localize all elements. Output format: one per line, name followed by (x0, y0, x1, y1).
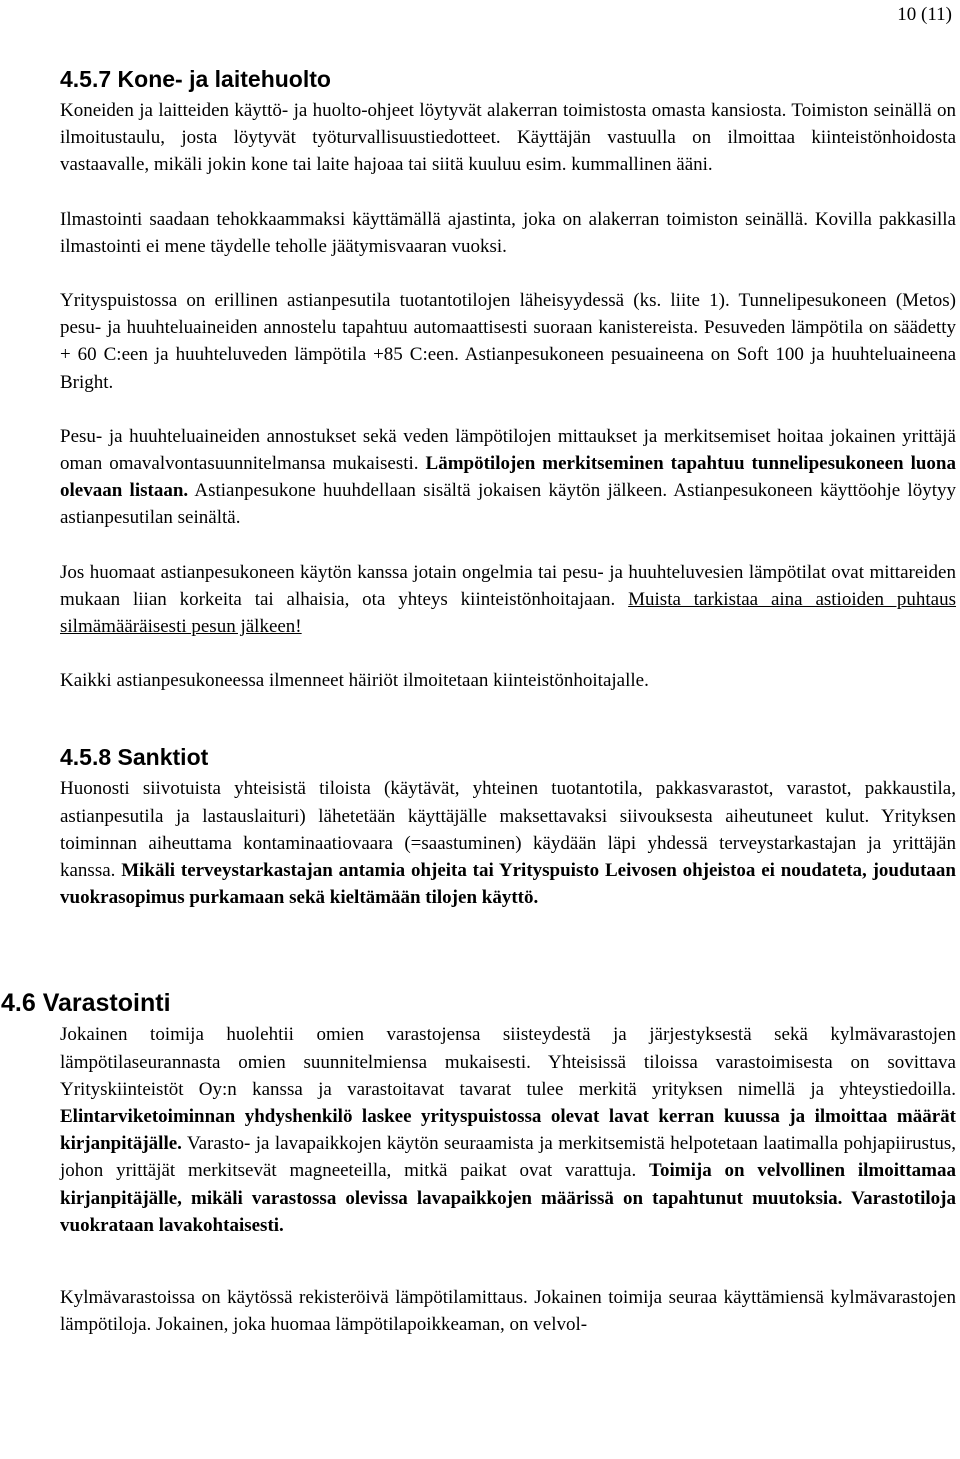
paragraph (60, 775, 956, 911)
text-run: Jos huomaat astianpesukoneen käytön kanssa jotain ongelmia tai pesu- ja huuhteluvesien lämpötilat ovat mittareiden mukaan liian korkeita tai alhaisia, ota yhteys kiinteistönhoitajaan. (60, 561, 956, 610)
bold-text: Mikäli terveystarkastajan antamia ohjeita tai Yrityspuisto Leivosen ohjeistoa ei noudateta, joudutaan vuokrasopimus purkamaan sekä kieltämään tilojen käyttö. (60, 860, 957, 909)
page-number: 10 (11) (897, 4, 952, 25)
underlined-text: Muista tarkistaa aina astioiden puhtaus silmämääräisesti pesun jälkeen! (60, 588, 956, 638)
bold-text: Toimija on velvollinen ilmoittamaa kirjanpitäjälle, mikäli varastossa olevissa lavapaikkojen määrissä on tapahtunut muutoksia. Varastotiloja vuokrataan lavakohtaisesti. (60, 1160, 956, 1236)
text-run: Pesu- ja huuhteluaineiden annostukset sekä veden lämpötilojen mittaukset ja merkitsemiset hoitaa jokainen yrittäjä oman omavalvontasuunnitelmansa mukaisesti. (60, 425, 956, 475)
document-body (1, 64, 957, 1339)
bold-text: Lämpötilojen merkitseminen tapahtuu tunnelipesukoneen luona olevaan listaan. (60, 453, 956, 502)
paragraph: Ilmastointi saadaan tehokkaammaksi käyttämällä ajastinta, joka on alakerran toimiston seinällä. Kovilla pakkasilla ilmastointi ei mene täydelle teholle jäätymisvaaran vuoksi. (60, 208, 956, 257)
section-heading: 4.5.8 Sanktiot (60, 744, 209, 771)
section-sanktiot (60, 742, 956, 911)
paragraph: Kaikki astianpesukoneessa ilmenneet häiriöt ilmoitetaan kiinteistönhoitajalle. (60, 670, 649, 692)
paragraph: Koneiden ja laitteiden käyttö- ja huolto-ohjeet löytyvät alakerran toimistosta omasta kansiosta. Toimiston seinällä on ilmoitustaulu, josta löytyvät työturvallisuustiedotteet. Käyttäjän vastuulla on ilmoittaa kiinteistönhoidosta vastaavalle, mikäli jokin kone tai laite hajoaa tai siitä kuuluu esim. kummallinen ääni. (60, 100, 956, 176)
text-run: Jokainen toimija huolehtii omien varastojensa siisteydestä ja järjestyksestä sekä kylmävarastojen lämpötilaseurannasta omien suunnitelmiensa mukaisesti. Yhteisissä tiloissa varastoimisesta on sovittava Yrityskiinteistöt Oy:n kanssa ja varastoitavat tavarat tulee merkitä yrityksen nimellä ja yhteystiedoilla. (60, 1024, 956, 1100)
paragraph: Yrityspuistossa on erillinen astianpesutila tuotantotilojen läheisyydessä (ks. liite 1). Tunnelipesukoneen (Metos) pesu- ja huuhteluaineiden annostelu tapahtuu automaattisesti suoraan kanistereista. Pesuveden lämpötila on säädetty + 60 C:een ja huuhteluveden lämpötila +85 C:een. Astianpesukoneen pesuaineena on Soft 100 ja huuhteluaineena Bright. (60, 290, 956, 393)
text-run: Huonosti siivotuista yhteisistä tiloista (käytävät, yhteinen tuotantotila, pakkasvarastot, varastot, pakkaustila, astianpesutila ja lastauslaituri) lähetetään käyttäjälle maksettavaksi siivouksesta aiheutuneet kulut. Yrityksen toiminnan aiheuttama kontaminaatiovaara (=saastuminen) käydään läpi yhdessä terveystarkastajan ja yrittäjän kanssa. (60, 778, 956, 882)
bold-text: Elintarviketoiminnan yhdyshenkilö laskee yrityspuistossa olevat lavat kerran kuussa ja ilmoittaa määrät kirjanpitäjälle. (60, 1106, 956, 1155)
text-run: Varasto- ja lavapaikkojen käytön seuraamista ja merkitsemistä helpotetaan laatimalla pohjapiirustus, johon yrittäjät merkitsevät magneeteilla, mitkä paikat ovat varattuja. (60, 1133, 956, 1182)
paragraph (60, 559, 956, 641)
text-run: Astianpesukone huuhdellaan sisältä jokaisen käytön jälkeen. Astianpesukoneen käyttöohje löytyy astianpesutilan seinältä. (60, 480, 956, 529)
section-varastointi (1, 987, 956, 1338)
section-heading: 4.6 Varastointi (1, 989, 171, 1018)
section-kone-ja-laitehuolto (60, 64, 956, 694)
paragraph (60, 423, 956, 532)
paragraph (60, 1021, 956, 1239)
paragraph: Kylmävarastoissa on käytössä rekisteröivä lämpötilamittaus. Jokainen toimija seuraa käyttämiensä kylmävarastojen lämpötiloja. Jokainen, joka huomaa lämpötilapoikkeaman, on velvol- (60, 1287, 956, 1336)
section-heading: 4.5.7 Kone- ja laitehuolto (60, 66, 331, 92)
